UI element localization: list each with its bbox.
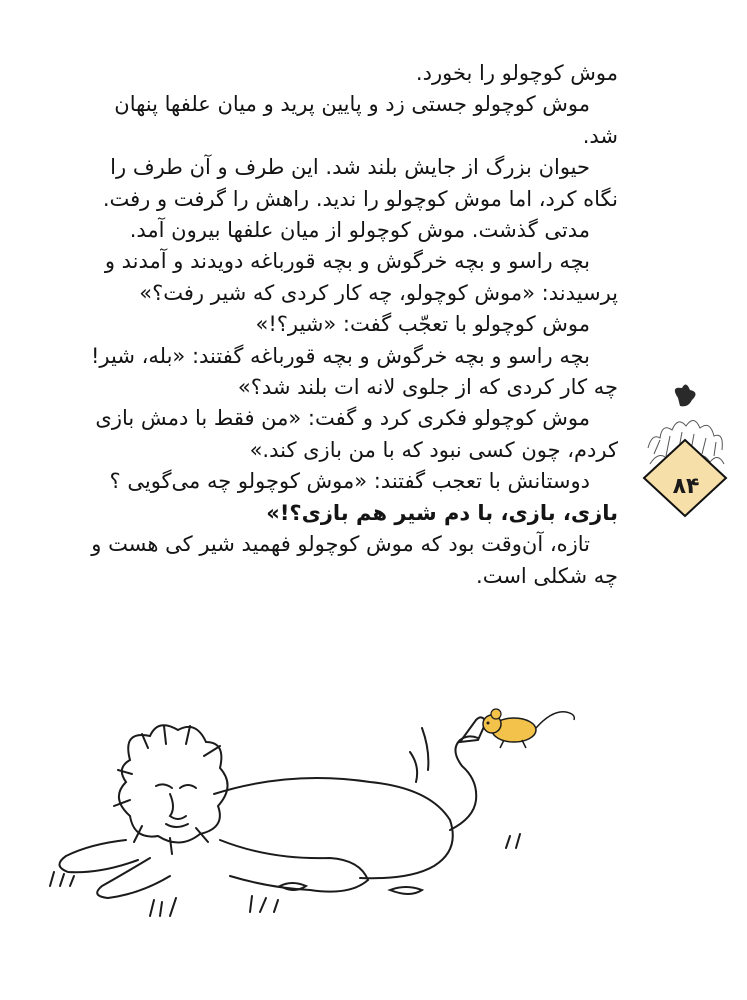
- paragraph-4: مدتی گذشت. موش کوچولو از میان علفها بیرون آمد.: [129, 218, 590, 243]
- page-number-badge: [630, 378, 740, 528]
- paragraph-3: حیوان بزرگ از جایش بلند شد. این طرف و آن طرف را نگاه کرد، اما موش کوچولو را ندید. راهش را گرفت و رفت.: [102, 155, 618, 211]
- paragraph-6: موش کوچولو با تعجّب گفت: «شیر؟!»: [255, 312, 590, 337]
- paragraph-7: بچه راسو و بچه خرگوش و بچه قورباغه گفتند: «بله، شیر! چه کار کردی که از جلوی لانه ات بلند شد؟»: [90, 343, 618, 400]
- paragraph-5: بچه راسو و بچه خرگوش و بچه قورباغه دویدند و آمدند و پرسیدند: «موش کوچولو، چه کار کردی که شیر رفت؟»: [104, 249, 618, 305]
- paragraph-8: موش کوچولو فکری کرد و گفت: «من فقط با دمش بازی کردم، چون کسی نبود که با من بازی کند.»: [95, 406, 618, 462]
- story-text: [90, 58, 618, 592]
- paragraph-9: دوستانش با تعجب گفتند: «موش کوچولو چه می‌گویی ؟: [109, 469, 590, 494]
- mouse-drawing: [483, 709, 574, 748]
- paragraph-11: تازه، آن‌وقت بود که موش کوچولو فهمید شیر کی هست و چه شکلی است.: [91, 532, 618, 588]
- paragraph-10: بازی، بازی، با دم شیر هم بازی؟!»: [266, 500, 618, 525]
- lion-drawing: [59, 717, 486, 898]
- paragraph-1: موش کوچولو را بخورد.: [415, 61, 618, 85]
- lion-and-mouse-illustration: [30, 690, 590, 940]
- paragraph-2: موش کوچولو جستی زد و پایین پرید و میان علفها پنهان شد.: [114, 92, 618, 148]
- page-number: ۸۴: [672, 474, 700, 499]
- bird-icon: [675, 384, 696, 406]
